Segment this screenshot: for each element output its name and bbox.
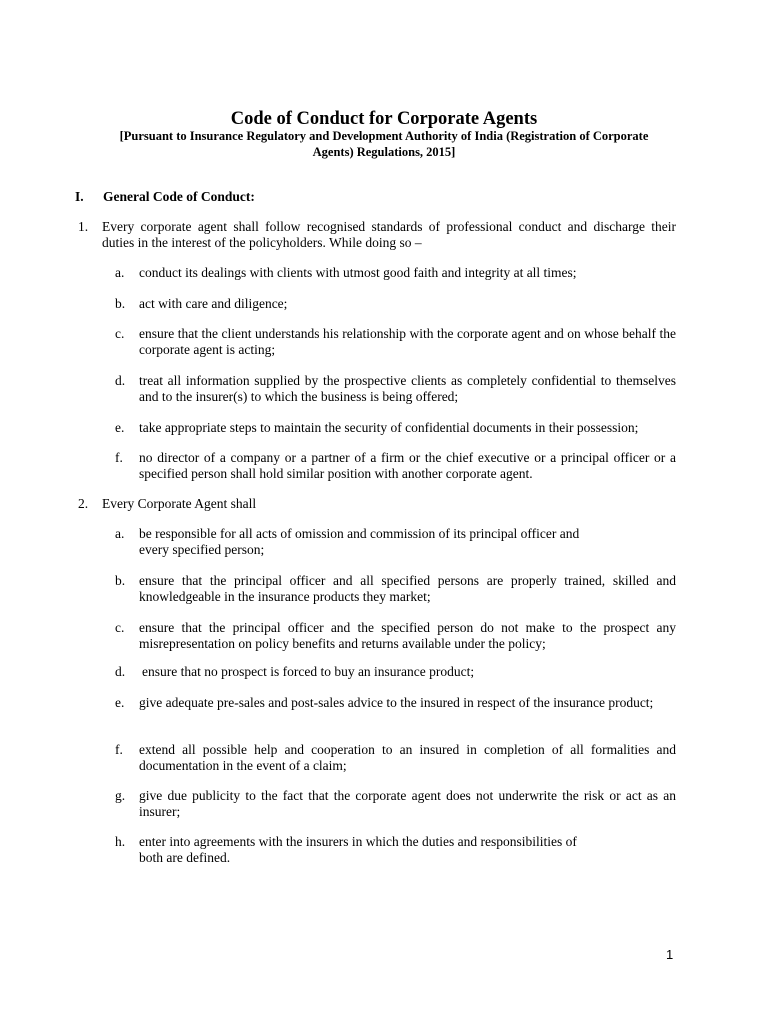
list-item (115, 526, 676, 558)
item-label: e. (115, 695, 125, 710)
section-heading (75, 188, 255, 205)
list-item (115, 296, 676, 312)
item-text: take appropriate steps to maintain the security of confidential documents in their possession; (139, 420, 639, 435)
item-text-line-2: both are defined. (139, 850, 231, 865)
list-item (115, 620, 676, 652)
item-text: ensure that the principal officer and all specified persons are properly trained, skilled and knowledgeable in the insurance products they market; (139, 573, 676, 604)
item-text-line-2: every specified person; (139, 542, 265, 557)
list-item (115, 373, 676, 405)
item-label: g. (115, 788, 126, 803)
item-text: treat all information supplied by the prospective clients as completely confidential to themselves and to the insurer(s) to which the business is being offered; (139, 373, 676, 404)
item-text: ensure that the principal officer and the specified person do not make to the prospect any misrepresentation on policy benefits and returns available under the policy; (139, 620, 676, 651)
item-text: extend all possible help and cooperation to an insured in completion of all formalities and documentation in the event of a claim; (139, 742, 676, 773)
point-text: Every Corporate Agent shall (102, 496, 257, 511)
point-2 (78, 496, 676, 512)
item-text: act with care and diligence; (139, 296, 288, 311)
item-label: b. (115, 296, 126, 311)
section-number: I. (75, 189, 84, 204)
item-label: a. (115, 265, 125, 280)
list-item (115, 573, 676, 605)
point-number: 1. (78, 219, 89, 234)
item-text-line-1: enter into agreements with the insurers in which the duties and responsibilities of (139, 834, 577, 849)
item-label: d. (115, 373, 126, 388)
document-title: Code of Conduct for Corporate Agents (230, 109, 538, 129)
document-subtitle: [Pursuant to Insurance Regulatory and Development Authority of India (Registration of Corporate Agents) Regulations, 2015] (119, 129, 649, 159)
item-label: c. (115, 326, 125, 341)
item-text: conduct its dealings with clients with utmost good faith and integrity at all times; (139, 265, 577, 280)
item-text: give due publicity to the fact that the corporate agent does not underwrite the risk or act as an insurer; (139, 788, 676, 819)
list-item (115, 265, 676, 281)
list-item (115, 788, 676, 820)
item-text: give adequate pre-sales and post-sales advice to the insured in respect of the insurance product; (139, 695, 654, 710)
item-label: h. (115, 834, 126, 849)
list-item (115, 420, 676, 436)
item-text: ensure that no prospect is forced to buy an insurance product; (142, 664, 475, 679)
item-text: ensure that the client understands his relationship with the corporate agent and on whose behalf the corporate agent is acting; (139, 326, 676, 357)
item-label: f. (115, 450, 123, 465)
list-item (115, 326, 676, 358)
page-number: 1 (666, 947, 674, 962)
item-label: f. (115, 742, 123, 757)
item-label: d. (115, 664, 126, 679)
list-item (115, 742, 676, 774)
list-item (115, 450, 676, 482)
point-1 (78, 219, 676, 251)
item-text-line-1: be responsible for all acts of omission and commission of its principal officer and (139, 526, 580, 541)
list-item (115, 664, 676, 680)
point-text: Every corporate agent shall follow recognised standards of professional conduct and discharge their duties in the interest of the policyholders. While doing so – (102, 219, 676, 250)
item-label: e. (115, 420, 125, 435)
list-item (115, 695, 676, 711)
point-number: 2. (78, 496, 89, 511)
item-label: c. (115, 620, 125, 635)
section-title: General Code of Conduct: (103, 189, 255, 204)
list-item (115, 834, 676, 866)
item-label: b. (115, 573, 126, 588)
item-label: a. (115, 526, 125, 541)
item-text: no director of a company or a partner of a firm or the chief executive or a principal officer or a specified person shall hold similar position with another corporate agent. (139, 450, 676, 481)
